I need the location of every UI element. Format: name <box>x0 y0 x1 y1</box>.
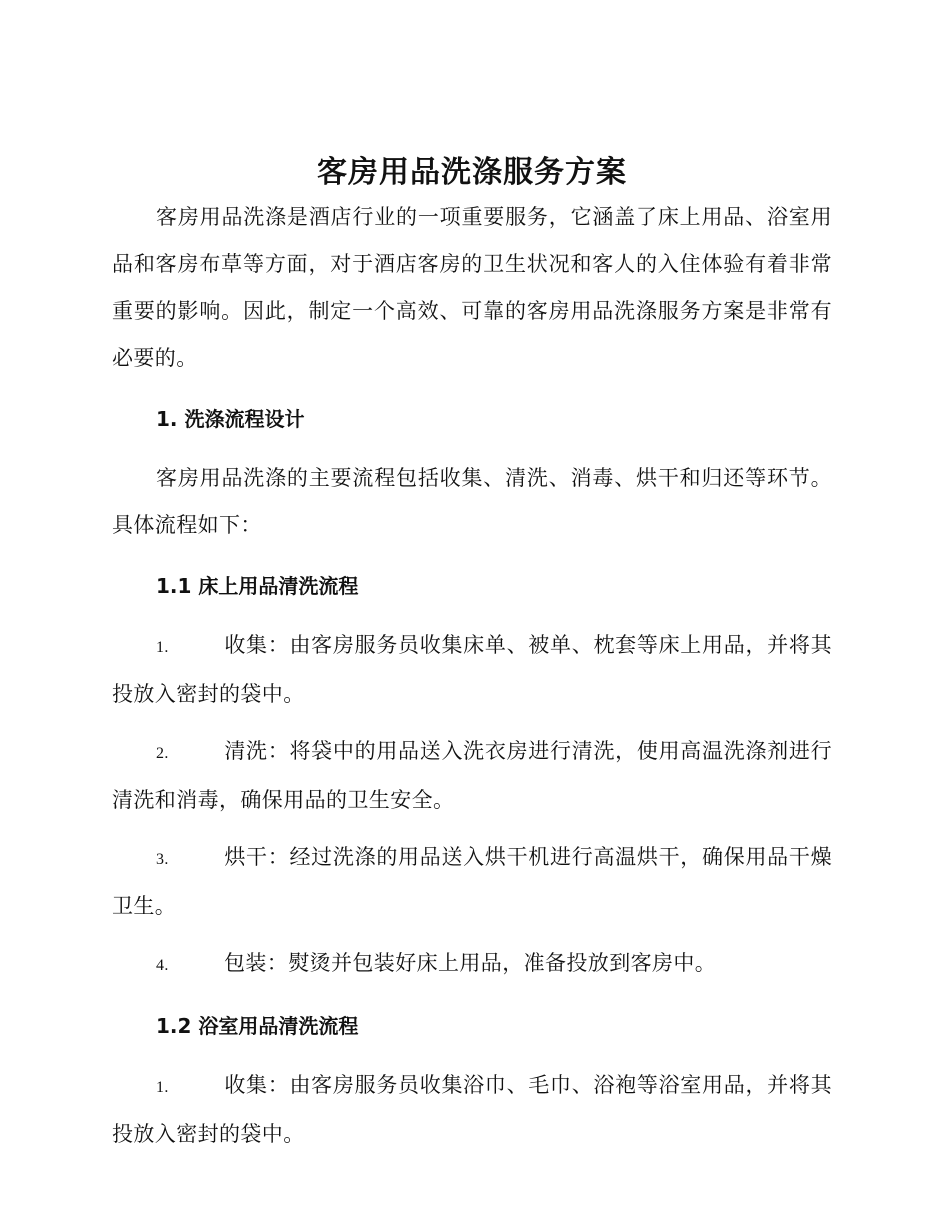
list-number: 1. <box>156 639 169 656</box>
list-text: 收集：由客房服务员收集浴巾、毛巾、浴袍等浴室用品，并将其投放入密封的袋中。 <box>112 1073 832 1146</box>
list-text: 包装：熨烫并包装好床上用品，准备投放到客房中。 <box>224 951 717 975</box>
list-item <box>112 834 832 930</box>
list-item <box>112 728 832 824</box>
list-number: 4. <box>156 957 169 974</box>
section-heading-1-2: 1.2 浴室用品清洗流程 <box>156 1014 359 1038</box>
section-1-paragraph: 客房用品洗涤的主要流程包括收集、清洗、消毒、烘干和归还等环节。具体流程如下： <box>112 466 832 537</box>
document-body <box>112 150 832 1168</box>
intro-paragraph: 客房用品洗涤是酒店行业的一项重要服务，它涵盖了床上用品、浴室用品和客房布草等方面，对于酒店客房的卫生状况和客人的入住体验有着非常重要的影响。因此，制定一个高效、可靠的客房用品洗涤服务方案是非常有必要的。 <box>112 205 832 370</box>
list-item <box>112 1062 832 1158</box>
list-number: 3. <box>156 851 169 868</box>
list-number: 1. <box>156 1079 169 1096</box>
list-text: 收集：由客房服务员收集床单、被单、枕套等床上用品，并将其投放入密封的袋中。 <box>112 633 832 706</box>
section-heading-1: 1. 洗涤流程设计 <box>156 407 305 431</box>
list-number: 2. <box>156 745 169 762</box>
list-text: 烘干：经过洗涤的用品送入烘干机进行高温烘干，确保用品干燥卫生。 <box>112 845 832 918</box>
list-text: 清洗：将袋中的用品送入洗衣房进行清洗，使用高温洗涤剂进行清洗和消毒，确保用品的卫生安全。 <box>112 739 832 812</box>
document-title: 客房用品洗涤服务方案 <box>317 155 627 190</box>
list-item <box>112 940 832 989</box>
section-heading-1-1: 1.1 床上用品清洗流程 <box>156 574 359 598</box>
list-item <box>112 622 832 718</box>
